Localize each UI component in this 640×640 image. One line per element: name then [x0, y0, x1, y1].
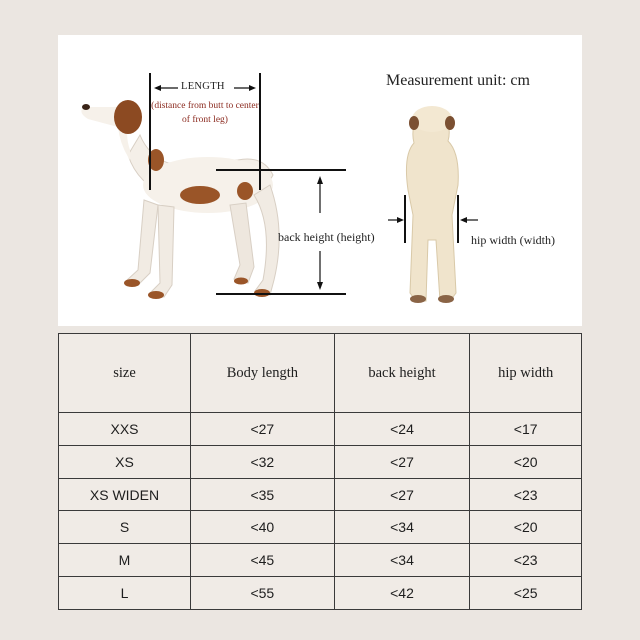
cell-size: XS	[59, 445, 191, 478]
cell-back-height: <27	[334, 478, 470, 511]
cell-hip-width: <20	[470, 511, 582, 544]
header-body-length: Body length	[191, 334, 335, 413]
cell-size: M	[59, 544, 191, 577]
unit-label: Measurement unit: cm	[386, 72, 530, 89]
back-height-label: back height (height)	[278, 230, 375, 244]
table-row	[59, 478, 582, 511]
header-hip-width: hip width	[470, 334, 582, 413]
hip-width-label: hip width (width)	[471, 233, 555, 247]
cell-back-height: <34	[334, 511, 470, 544]
cell-hip-width: <20	[470, 445, 582, 478]
header-size: size	[59, 334, 191, 413]
length-label: LENGTH	[181, 81, 225, 92]
cell-body-length: <40	[191, 511, 335, 544]
cell-body-length: <32	[191, 445, 335, 478]
table-row	[59, 577, 582, 610]
table-row	[59, 511, 582, 544]
cell-back-height: <24	[334, 413, 470, 446]
cell-back-height: <42	[334, 577, 470, 610]
cell-size: XXS	[59, 413, 191, 446]
table-header-row	[59, 334, 582, 413]
header-back-height: back height	[334, 334, 470, 413]
cell-body-length: <45	[191, 544, 335, 577]
length-note: (distance from butt to center of front leg)	[151, 101, 259, 125]
cell-hip-width: <25	[470, 577, 582, 610]
cell-back-height: <27	[334, 445, 470, 478]
table-row	[59, 445, 582, 478]
cell-hip-width: <23	[470, 544, 582, 577]
size-table	[58, 333, 582, 610]
table-row	[59, 413, 582, 446]
cell-body-length: <55	[191, 577, 335, 610]
cell-hip-width: <23	[470, 478, 582, 511]
cell-size: XS WIDEN	[59, 478, 191, 511]
rear-dog-icon	[406, 106, 458, 303]
cell-body-length: <27	[191, 413, 335, 446]
cell-size: L	[59, 577, 191, 610]
cell-body-length: <35	[191, 478, 335, 511]
cell-size: S	[59, 511, 191, 544]
cell-back-height: <34	[334, 544, 470, 577]
measurement-diagram	[58, 35, 582, 326]
cell-hip-width: <17	[470, 413, 582, 446]
table-row	[59, 544, 582, 577]
side-dog-icon	[81, 100, 279, 299]
